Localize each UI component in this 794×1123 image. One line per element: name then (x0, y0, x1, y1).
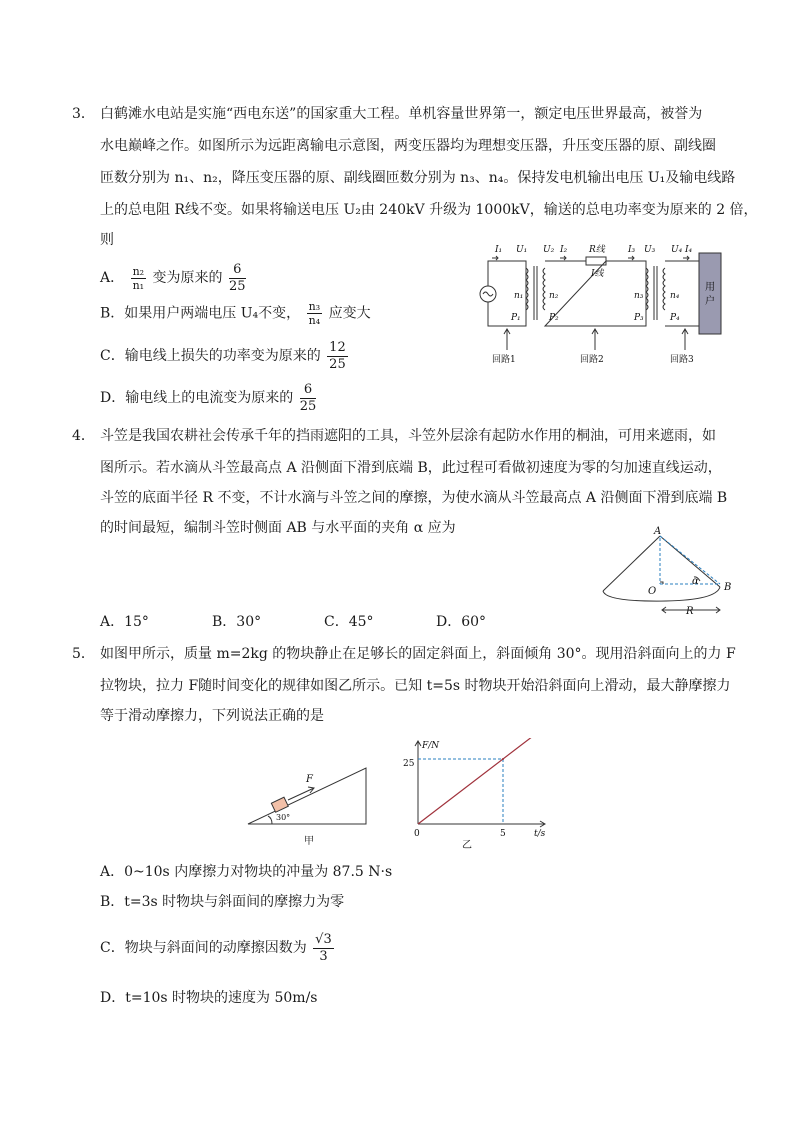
q3-option-d-text: 输电线上的电流变为原来的 (125, 390, 294, 406)
label-i1: I₁ (495, 245, 503, 255)
label-i3: I₃ (628, 245, 636, 255)
q3-option-a-text: 变为原来的 (152, 270, 223, 286)
label-i2: I₂ (560, 245, 568, 255)
label-p4: P₄ (670, 313, 680, 323)
q5-option-c-text: C．物块与斜面间的动摩擦因数为 (100, 940, 307, 956)
q5-stem-line3: 等于滑动摩擦力，下列说法正确的是 (100, 708, 324, 724)
q4-choice-b: B．30° (212, 614, 262, 630)
label-r: R线 (589, 245, 605, 255)
q3-option-a (100, 260, 248, 296)
q4-stem-line2: 图所示。若水滴从斗笠最高点 A 沿侧面下滑到底端 B，此过程可看做初速度为零的匀加速直线运动， (100, 460, 722, 476)
q3-option-a-ratio-den: n₁ (132, 278, 145, 292)
q3-transmission-diagram (478, 238, 728, 368)
q3-option-d (100, 380, 318, 416)
q3-option-c (100, 338, 350, 374)
q5-number: 5． (72, 646, 95, 662)
q3-stem-line2: 水电巅峰之作。如图所示为远距离输电示意图，两变压器均为理想变压器，升压变压器的原、副线圈 (100, 138, 716, 154)
label-p1: P₁ (511, 313, 521, 323)
origin-label: 0 (414, 829, 420, 839)
q5-option-c-den: 3 (319, 948, 328, 964)
label-loop3: 回路3 (670, 355, 694, 365)
q4-choice-a: A．15° (100, 614, 149, 630)
data-point-5-25 (502, 758, 504, 760)
arrow-loop3-icon (682, 329, 688, 350)
label-n4: n₄ (670, 291, 680, 301)
coil-n4 (663, 268, 665, 310)
arrow-i1-icon (492, 256, 498, 260)
q5-option-a: A．0~10s 内摩擦力对物块的冲量为 87.5 N·s (100, 864, 393, 880)
label-loop2: 回路2 (580, 355, 604, 365)
q3-option-b-ratio-num: n₃ (308, 300, 321, 313)
q3-option-a-ratio-num: n₂ (132, 264, 145, 278)
q5-option-c-value (313, 932, 334, 965)
q3-option-d-value (300, 382, 317, 415)
fig-jia-caption: 甲 (304, 836, 314, 847)
label-u4: U₄ (671, 245, 683, 255)
arrow-loop1-icon (504, 329, 510, 350)
label-b: B (724, 582, 732, 593)
label-o: O (648, 586, 657, 597)
q3-option-a-value-den: 25 (228, 278, 246, 294)
q3-option-d-value-num: 6 (300, 382, 317, 399)
label-alpha: α (692, 576, 699, 587)
label-n1: n₁ (514, 291, 524, 301)
label-u1: U₁ (516, 245, 528, 255)
q4-number: 4． (72, 428, 95, 444)
coil-n2 (543, 268, 545, 310)
q3-option-b-ratio (307, 300, 323, 327)
y-tick-25: 25 (403, 759, 415, 769)
x-tick-5: 5 (500, 829, 506, 839)
user-label-2: 户 (705, 296, 715, 307)
q3-option-b (100, 300, 371, 336)
arrow-i3-icon (628, 256, 634, 260)
cone-base-front (603, 587, 720, 601)
label-n2: n₂ (549, 291, 559, 301)
q4-stem-line1: 斗笠是我国农耕社会传承千年的挡雨遮阳的工具，斗笠外层涂有起防水作用的桐油，可用来遮雨，如 (100, 428, 716, 444)
q3-number: 3． (72, 106, 95, 122)
q3-option-c-value-den: 25 (329, 356, 346, 372)
q3-option-c-text: 输电线上损失的功率变为原来的 (124, 348, 321, 364)
arrow-i4-icon (683, 256, 689, 260)
q3-option-a-value (229, 262, 246, 295)
q3-option-b-ratio-den: n₄ (308, 314, 321, 327)
user-label-1: 用 (705, 282, 715, 293)
q3-option-b-text1: 如果用户两端电压 U₄不变， (124, 305, 301, 322)
q4-stem-line3: 斗笠的底面半径 R 不变，不计水滴与斗笠之间的摩擦，为使水滴从斗笠最高点 A 沿侧面下滑到底端 B (100, 490, 728, 506)
label-i4: I₄ (685, 245, 693, 255)
label-u2: U₂ (543, 245, 555, 255)
q3-option-b-text2: 应变大 (328, 305, 371, 322)
q3-option-a-ratio (131, 265, 147, 292)
q5-stem-line1: 如图甲所示，质量 m=2kg 的物块静止在足够长的固定斜面上，斜面倾角 30°。现用沿斜面向上的力 F (100, 646, 736, 662)
q4-choice-d: D．60° (436, 614, 487, 630)
q5-option-c (100, 928, 336, 968)
label-loop1: 回路1 (492, 355, 516, 365)
arrow-loop2-icon (592, 329, 598, 350)
q3-stem-line5: 则 (100, 232, 114, 248)
q3-option-d-prefix: D． (100, 390, 126, 406)
q4-choice-c: C．45° (324, 614, 374, 630)
q3-stem-line4: 上的总电阻 R线不变。如果将输送电压 U₂由 240kV 升级为 1000kV，输送的总电功率变为原来的 2 倍， (100, 202, 758, 218)
incline-angle-label: 30° (276, 813, 291, 822)
label-r: R (686, 606, 694, 617)
q5-incline-figure (242, 762, 382, 852)
label-p2: P₂ (549, 313, 559, 323)
q5-option-c-num: √3 (315, 931, 332, 947)
label-u3: U₃ (644, 245, 656, 255)
q4-stem-line4: 的时间最短，编制斗笠时侧面 AB 与水平面的夹角 α 应为 (100, 520, 456, 536)
q3-option-d-value-den: 25 (299, 398, 317, 414)
q3-option-c-value (327, 340, 348, 373)
label-a: A (654, 526, 662, 537)
slant-dashed-line (660, 536, 720, 584)
label-n3: n₃ (634, 291, 644, 301)
q3-option-a-prefix: A． (100, 270, 125, 286)
label-p3: P₃ (634, 313, 644, 323)
label-i-line: I线 (591, 269, 604, 279)
y-axis-label: F/N (422, 741, 440, 751)
q5-option-d: D．t=10s 时物块的速度为 50m/s (100, 990, 318, 1006)
q5-force-time-chart (400, 738, 560, 852)
q3-option-c-prefix: C． (100, 348, 125, 364)
fig-yi-caption: 乙 (462, 840, 472, 851)
q4-cone-diagram (596, 524, 746, 624)
q5-option-b: B．t=3s 时物块与斜面间的摩擦力为零 (100, 894, 345, 910)
q3-stem-line3: 匝数分别为 n₁、n₂，降压变压器的原、副线圈匝数分别为 n₃、n₄。保持发电机输出电压 U₁及输电线路 (100, 170, 736, 186)
q5-stem-line2: 拉物块，拉力 F随时间变化的规律如图乙所示。已知 t=5s 时物块开始沿斜面向上滑动，最大静摩擦力 (100, 678, 731, 694)
q3-option-b-prefix: B． (100, 305, 125, 322)
force-label: F (306, 774, 313, 785)
cone-left-edge (603, 536, 660, 591)
q3-option-c-value-num: 12 (329, 339, 346, 355)
x-axis-label: t/s (534, 829, 546, 839)
user-load-box (699, 253, 721, 334)
q3-option-a-value-num: 6 (229, 262, 246, 279)
arrow-i2-icon (560, 256, 566, 260)
q3-stem-line1: 白鹤滩水电站是实施“西电东送”的国家重大工程。单机容量世界第一，额定电压世界最高，被誉为 (100, 106, 703, 122)
